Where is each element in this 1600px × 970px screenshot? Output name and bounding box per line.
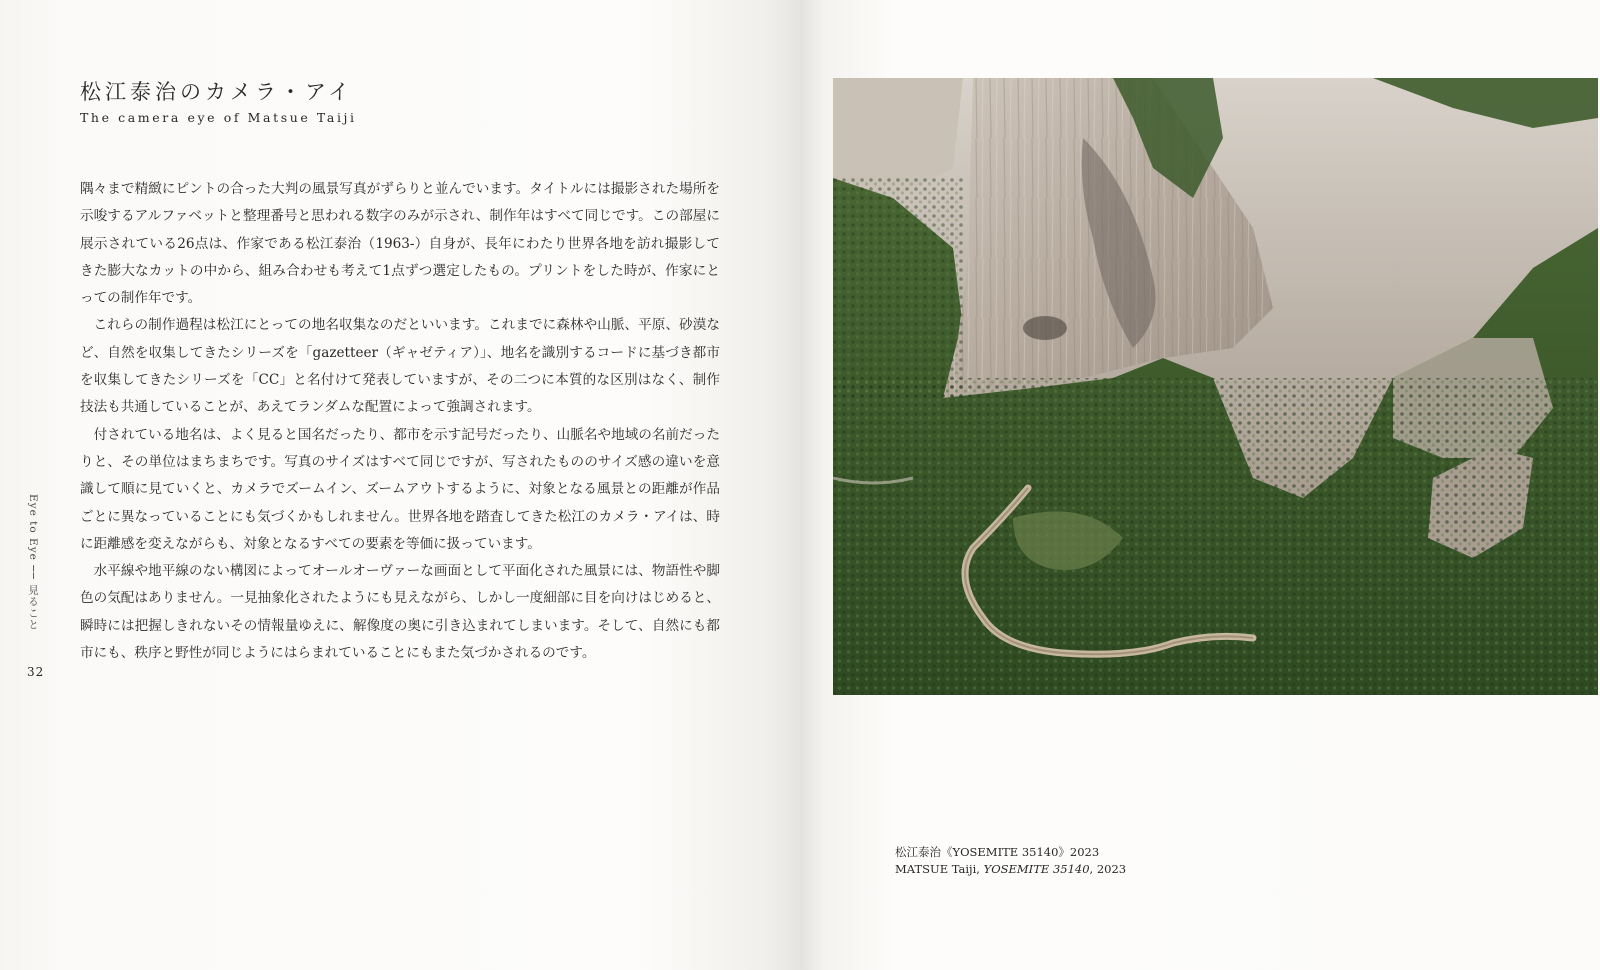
essay-paragraph-1: 隅々まで精緻にピントの合った大判の風景写真がずらりと並んでいます。タイトルには撮影された場所を示唆するアルファベットと整理番号と思われる数字のみが示され、制作年はすべて同じです。この部屋に展示されている26点は、作家である松江泰治（1963-）自身が、長年にわたり世界各地を訪れ撮影してきた膨大なカットの中から、組み合わせも考えて1点ずつ選定したもの。プリントをした時が、作家にとっての制作年です。 [80,181,720,307]
left-tree-canopy [833,178,963,398]
aerial-landscape-icon [833,78,1598,695]
rock-alcove [1023,316,1067,340]
tree-canopy [833,378,1598,695]
running-head: Eye to Eye ── 見ること [27,494,39,631]
essay-body [80,176,720,667]
page-title: 松江泰治のカメラ・アイ [80,80,354,104]
page-number: 32 [27,665,45,679]
page-subtitle: The camera eye of Matsue Taiji [80,110,357,125]
essay-paragraph-3: 付されている地名は、よく見ると国名だったり、都市を示す記号だったり、山脈名や地域の名前だったりと、その単位はまちまちです。写真のサイズはすべて同じですが、写されたもののサイズ感の違いを意識して順に見ていくと、カメラでズームイン、ズームアウトするように、対象となる風景との距離が作品ごとに異なっていることにも気づくかもしれません。世界各地を踏査してきた松江のカメラ・アイは、時に距離感を変えながらも、対象となるすべての要素を等価に扱っています。 [80,426,720,552]
caption-japanese: 松江泰治《YOSEMITE 35140》2023 [895,845,1100,859]
photo-caption [895,844,1126,878]
caption-artist: MATSUE Taiji, [895,862,984,876]
yosemite-photo [833,78,1598,695]
caption-english [895,861,1126,878]
essay-paragraph-4: 水平線や地平線のない構図によってオールオーヴァーな画面として平面化された風景には、物語性や脚色の気配はありません。一見抽象化されたようにも見えながら、しかし一度細部に目を向けはじめると、瞬時には把握しきれないその情報量ゆえに、解像度の奥に引き込まれてしまいます。そして、自然にも都市にも、秩序と野性が同じようにはらまれていることにもまた気づかされるのです。 [80,563,720,662]
essay-paragraph-2: これらの制作過程は松江にとっての地名収集なのだといいます。これまでに森林や山脈、平原、砂漠など、自然を収集してきたシリーズを「gazetteer（ギャゼティア）」、地名を識別するコードに基づき都市を収集してきたシリーズを「CC」と名付けて発表していますが、その二つに本質的な区別はなく、制作技法も共通していることが、あえてランダムな配置によって強調されます。 [80,317,720,416]
caption-year: , 2023 [1089,862,1127,876]
caption-work-title: YOSEMITE 35140 [983,862,1090,876]
